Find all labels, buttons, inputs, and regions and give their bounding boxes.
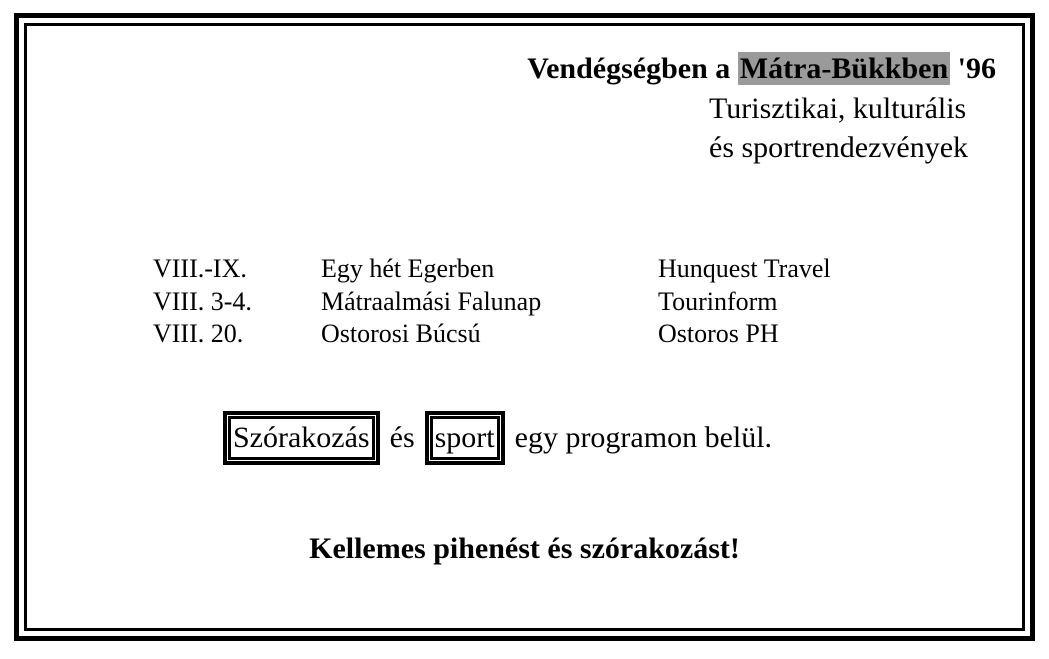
tagline-rest: egy programon belül. [514, 421, 773, 454]
title-suffix: '96 [950, 52, 996, 85]
event-organizer: Ostoros PH [658, 319, 779, 348]
page-title [527, 50, 996, 88]
title-highlight: Mátra-Bükkben [739, 52, 949, 85]
tagline-word-2: sport [431, 417, 499, 459]
event-name: Ostorosi Búcsú [321, 319, 481, 348]
subtitle [709, 89, 968, 167]
subtitle-line-1: Turisztikai, kulturális [709, 92, 967, 125]
subtitle-line-2: és sportrendezvények [709, 131, 969, 164]
event-date: VIII.-IX. [153, 254, 247, 283]
boxed-word-entertainment [223, 411, 380, 465]
event-organizer: Hunquest Travel [658, 254, 831, 283]
event-name: Egy hét Egerben [321, 254, 495, 283]
event-organizer: Tourinform [658, 286, 778, 316]
tagline-connector: és [389, 421, 415, 454]
title-prefix: Vendégségben a [527, 52, 738, 85]
event-name: Mátraalmási Falunap [321, 286, 542, 316]
boxed-word-sport [425, 411, 505, 465]
tagline [223, 408, 782, 468]
tagline-word-1: Szórakozás [229, 417, 374, 459]
event-date: VIII. 20. [153, 319, 244, 348]
event-date: VIII. 3-4. [153, 286, 252, 316]
closing-message: Kellemes pihenést és szórakozást! [309, 532, 740, 565]
